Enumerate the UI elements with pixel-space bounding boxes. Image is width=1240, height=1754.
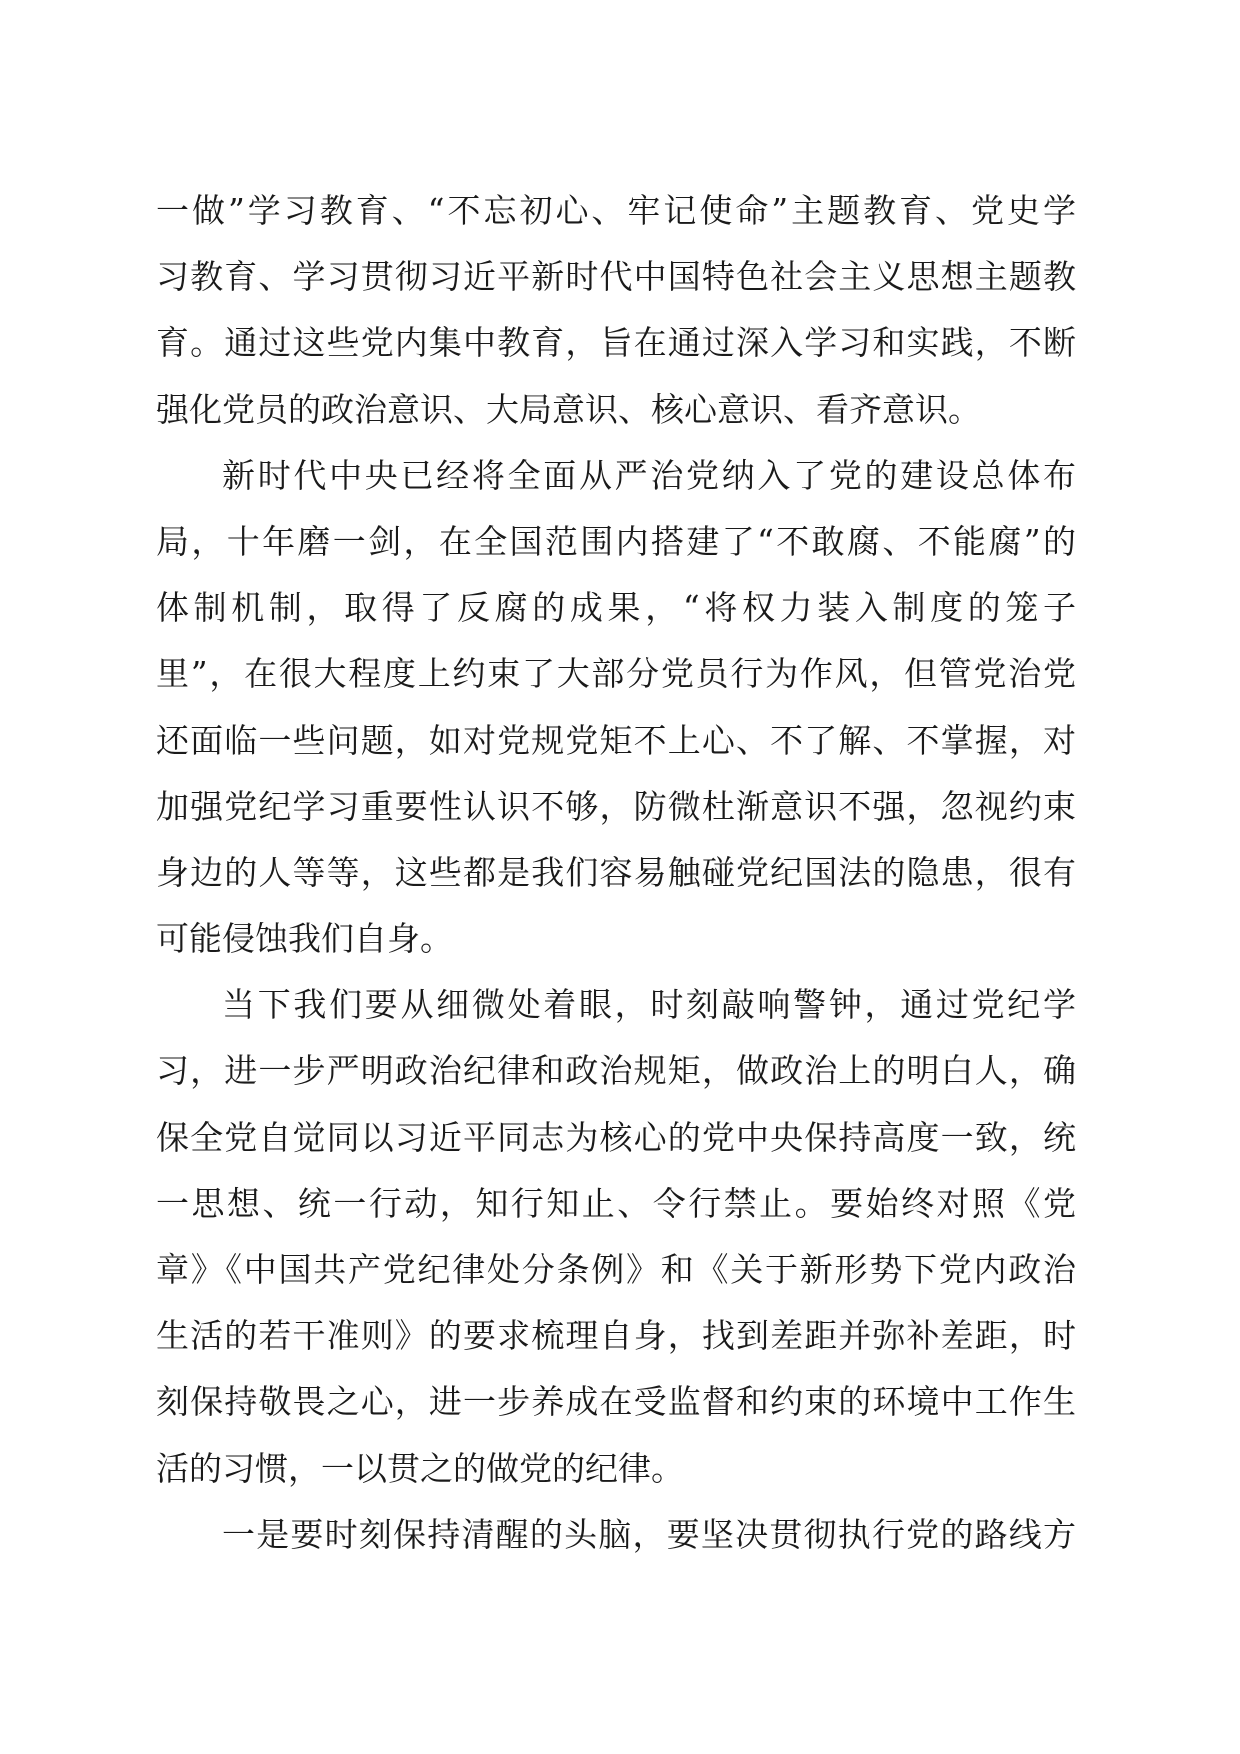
text-line: 里”，在很大程度上约束了大部分党员行为作风，但管党治党 (156, 654, 1076, 694)
text-line: 体制机制，取得了反腐的成果，“将权力装入制度的笼子 (156, 588, 1076, 628)
text-line: 强化党员的政治意识、大局意识、核心意识、看齐意识。 (156, 389, 981, 429)
text-line: 刻保持敬畏之心，进一步养成在受监督和约束的环境中工作生 (156, 1382, 1076, 1422)
text-line: 活的习惯，一以贯之的做党的纪律。 (156, 1448, 684, 1488)
text-line: 身边的人等等，这些都是我们容易触碰党纪国法的隐患，很有 (156, 852, 1076, 892)
text-line: 可能侵蚀我们自身。 (156, 919, 453, 959)
text-line: 习教育、学习贯彻习近平新时代中国特色社会主义思想主题教 (156, 257, 1076, 297)
text-line: 生活的若干准则》的要求梳理自身，找到差距并弥补差距，时 (156, 1316, 1076, 1356)
paragraph (156, 178, 1076, 443)
paragraph (156, 972, 1076, 1502)
text-line: 保全党自觉同以习近平同志为核心的党中央保持高度一致，统 (156, 1117, 1076, 1157)
paragraph (156, 443, 1076, 973)
text-line: 习，进一步严明政治纪律和政治规矩，做政治上的明白人，确 (156, 1051, 1076, 1091)
text-line: 章》《中国共产党纪律处分条例》和《关于新形势下党内政治 (156, 1250, 1076, 1289)
text-line: 一做”学习教育、“不忘初心、牢记使命”主题教育、党史学 (156, 191, 1076, 230)
text-line: 当下我们要从细微处着眼，时刻敲响警钟，通过党纪学 (222, 985, 1076, 1025)
text-line: 一是要时刻保持清醒的头脑，要坚决贯彻执行党的路线方 (222, 1514, 1076, 1554)
text-line: 育。通过这些党内集中教育，旨在通过深入学习和实践，不断 (156, 323, 1076, 363)
text-line: 新时代中央已经将全面从严治党纳入了党的建设总体布 (222, 455, 1076, 495)
text-line: 还面临一些问题，如对党规党矩不上心、不了解、不掌握，对 (156, 720, 1076, 760)
paragraph (156, 1502, 1076, 1568)
text-line: 局，十年磨一剑，在全国范围内搭建了“不敢腐、不能腐”的 (156, 521, 1076, 561)
text-line: 一思想、统一行动，知行知止、令行禁止。要始终对照《党 (156, 1183, 1076, 1223)
document-body (156, 178, 1076, 1568)
text-line: 加强党纪学习重要性认识不够，防微杜渐意识不强，忽视约束 (156, 786, 1076, 826)
